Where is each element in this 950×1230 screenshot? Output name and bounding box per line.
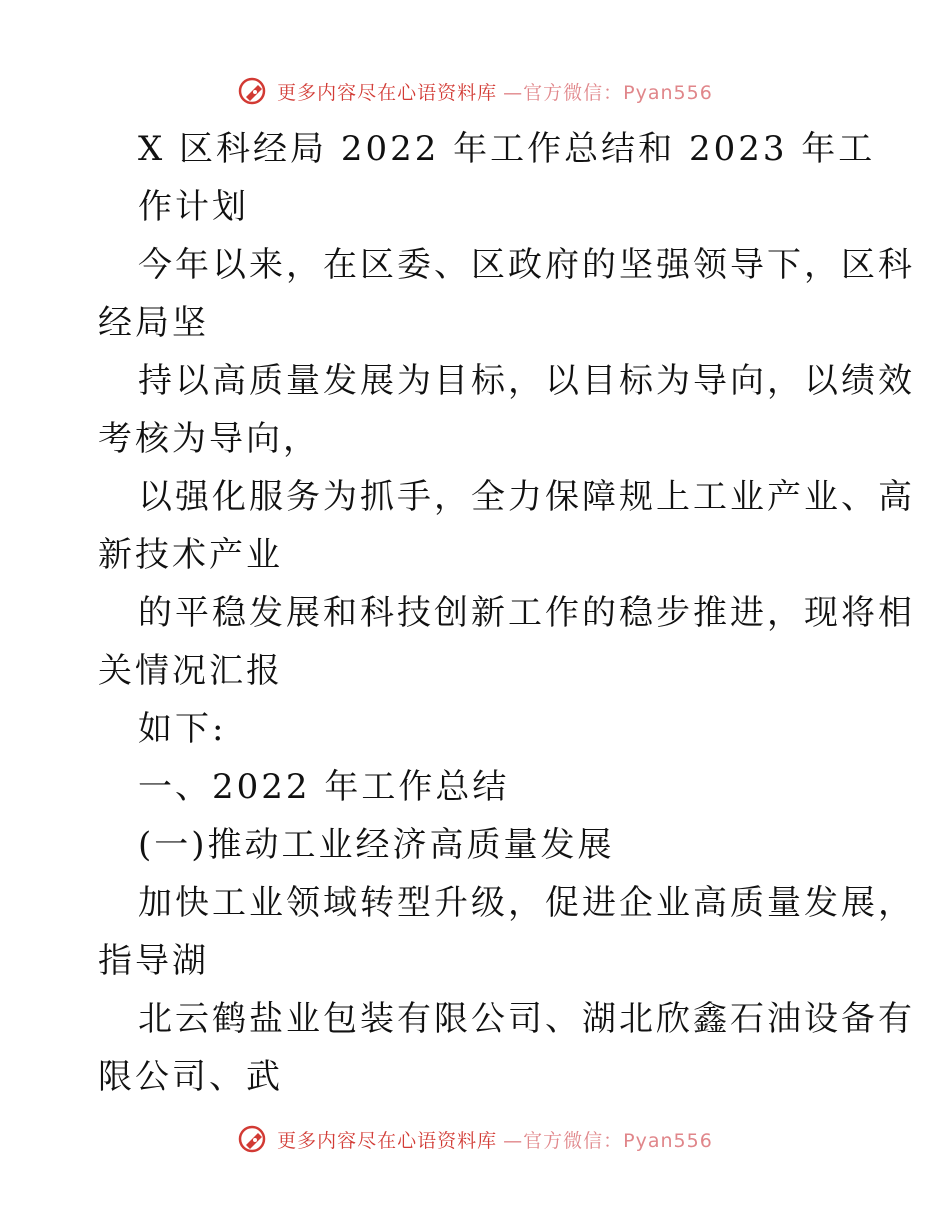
document-body <box>98 120 915 1106</box>
watermark-text: 更多内容尽在心语资料库 <box>277 81 498 104</box>
doc-line: X 区科经局 2022 年工作总结和 2023 年工 <box>138 129 876 169</box>
doc-line: 今年以来，在区委、区政府的坚强领导下，区科 <box>138 245 915 285</box>
doc-line: 的平稳发展和科技创新工作的稳步推进，现将相 <box>138 593 915 633</box>
watermark-text: 更多内容尽在心语资料库 <box>277 1129 498 1152</box>
footer-watermark <box>0 1124 950 1154</box>
doc-line: 北云鹤盐业包装有限公司、湖北欣鑫石油设备有 <box>138 999 915 1039</box>
doc-line: 加快工业领域转型升级，促进企业高质量发展， <box>138 883 915 923</box>
pen-nib-logo-icon <box>237 1124 271 1154</box>
doc-line: 新技术产业 <box>98 535 283 575</box>
doc-line: 指导湖 <box>98 941 209 981</box>
doc-line: 持以高质量发展为目标，以目标为导向，以绩效 <box>138 361 915 401</box>
doc-line: 如下: <box>138 709 227 749</box>
doc-line: 以强化服务为抓手，全力保障规上工业产业、高 <box>138 477 915 517</box>
header-watermark <box>0 76 950 106</box>
doc-line: 限公司、武 <box>98 1057 283 1097</box>
doc-line: 一、2022 年工作总结 <box>138 767 510 807</box>
pen-nib-logo-icon <box>237 76 271 106</box>
watermark-wechat-text: —官方微信：Pyan556 <box>503 81 713 104</box>
watermark-wechat-text: —官方微信：Pyan556 <box>503 1129 713 1152</box>
doc-line: 考核为导向， <box>98 419 320 459</box>
doc-line: 经局坚 <box>98 303 209 343</box>
doc-line: 关情况汇报 <box>98 651 283 691</box>
doc-line: 作计划 <box>138 187 249 227</box>
doc-line: (一)推动工业经济高质量发展 <box>138 825 615 865</box>
